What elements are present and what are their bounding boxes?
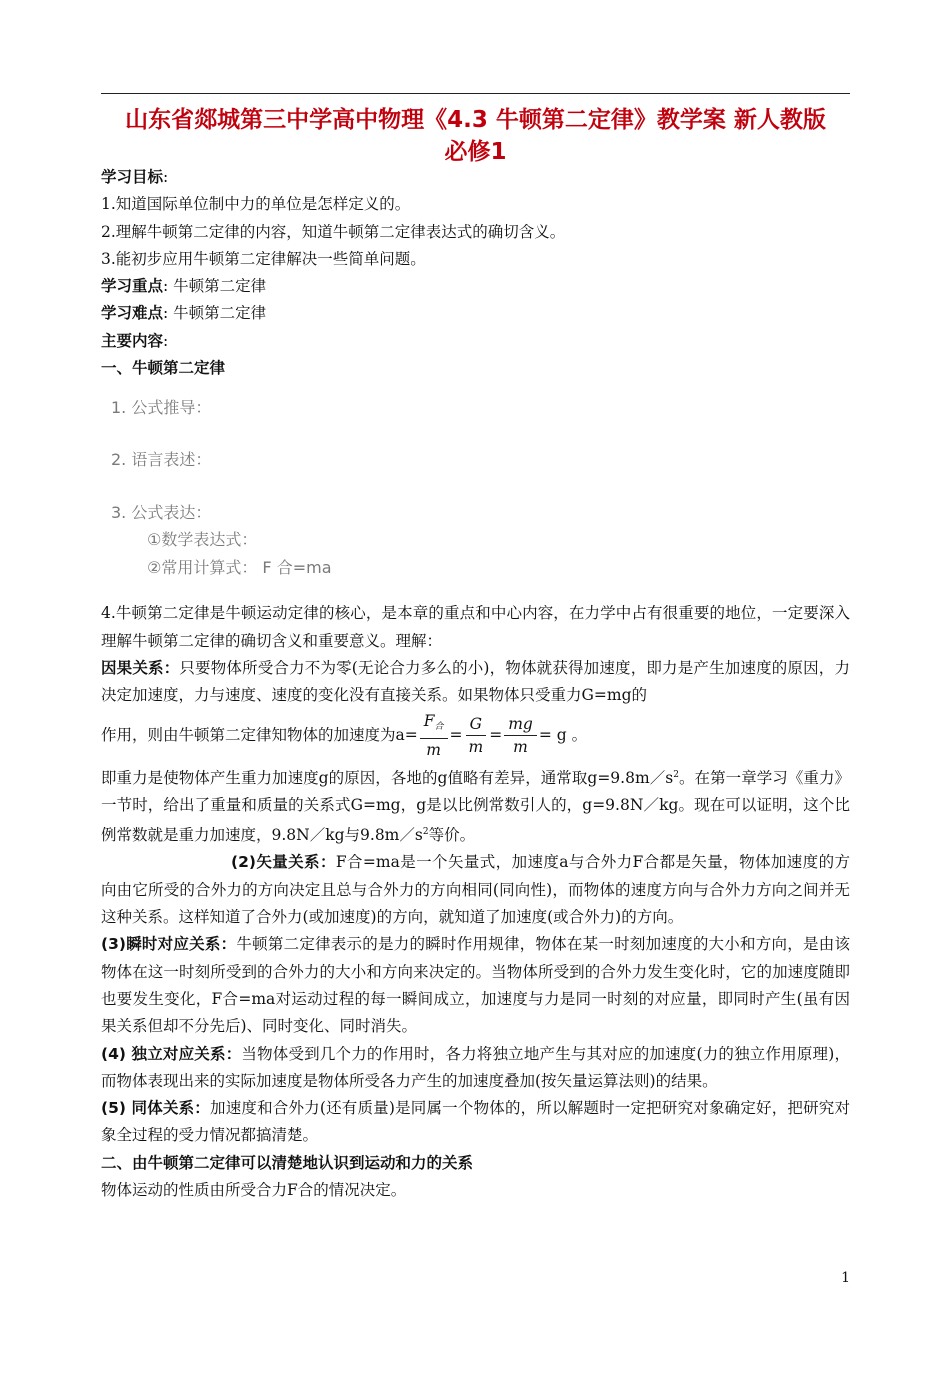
goals-heading: 学习目标: bbox=[101, 168, 169, 186]
section-1-heading: 一、牛顿第二定律 bbox=[101, 359, 226, 378]
goal-item: 2.理解牛顿第二定律的内容，知道牛顿第二定律表达式的确切含义。 bbox=[101, 222, 566, 241]
formula-expression-item: 3. 公式表达： bbox=[111, 503, 212, 523]
section-2-text: 物体运动的性质由所受合力F合的情况决定。 bbox=[101, 1181, 407, 1200]
header-rule bbox=[101, 93, 850, 94]
same-body-paragraph: (5) 同体关系：加速度和合外力(还有质量)是同属一个物体的，所以解题时一定把研究对象确定好，把研究对象全过程的受力情况都搞清楚。 bbox=[101, 1099, 850, 1145]
vector-paragraph: (2)矢量关系：F合=ma是一个矢量式，加速度a与合外力F合都是矢量，物体加速度的方向由它所受的合外力的方向决定且总与合外力的方向相同(同向性)，而物体的速度方向与合外力方向之间并无这种关系。这样知道了合外力(或加速度)的方向，就知道了加速度(或合外力)的方向。 bbox=[101, 853, 850, 927]
acceleration-formula-line: 作用，则由牛顿第二定律知物体的加速度为a= $\frac{F_合}{m}$ = $\frac{G}{m}$ = $\frac{mg}{m}$ = g 。 bbox=[101, 712, 588, 760]
document-title bbox=[101, 104, 850, 168]
common-formula-item: ②常用计算式： F 合=ma bbox=[147, 558, 332, 578]
section-2-heading: 二、由牛顿第二定律可以清楚地认识到运动和力的关系 bbox=[101, 1153, 474, 1172]
key-point: 学习重点: 牛顿第二定律 bbox=[101, 277, 267, 296]
gravity-paragraph: 即重力是使物体产生重力加速度g的原因，各地的g值略有差异，通常取$g=9.8m/s^2$。在第一章学习《重力》一节时，给出了重量和质量的关系式G=mg，g是以比例常数引人的，g=9.8N／kg。现在可以证明，这个比例常数就是重力加速度，9.8N／kg与$9.8m/s^2$等价。 bbox=[101, 768, 850, 845]
instant-paragraph: (3)瞬时对应关系：牛顿第二定律表示的是力的瞬时作用规律，物体在某一时刻加速度的大小和方向，是由该物体在这一时刻所受到的合外力的大小和方向来决定的。当物体所受到的合外力发生变化时，它的加速度随即也要发生变化，F合=ma对运动过程的每一瞬间成立，加速度与力是同一时刻的对应量，即同时产生(虽有因果关系但却不分先后)、同时变化、同时消失。 bbox=[101, 935, 850, 1036]
item-4-paragraph: 4.牛顿第二定律是牛顿运动定律的核心，是本章的重点和中心内容，在力学中占有很重要的地位，一定要深入理解牛顿第二定律的确切含义和重要意义。理解： bbox=[101, 604, 850, 650]
fraction-g-over-m: $\frac{G}{m}$ bbox=[465, 713, 488, 758]
causal-paragraph: 因果关系：只要物体所受合力不为零(无论合力多么的小)，物体就获得加速度，即力是产生加速度的原因，力决定加速度，力与速度、速度的变化没有直接关系。如果物体只受重力G=mg的 bbox=[101, 658, 850, 705]
formula-derivation-item: 1. 公式推导： bbox=[111, 398, 212, 418]
main-content-heading: 主要内容: bbox=[101, 331, 169, 350]
title-line-2: 必修1 bbox=[444, 139, 507, 165]
embedded-formula-image bbox=[101, 382, 850, 600]
fraction-f-over-m: $\frac{F_合}{m}$ bbox=[420, 710, 448, 761]
document-body bbox=[101, 164, 850, 1204]
fraction-mg-over-m: $\frac{mg}{m}$ bbox=[504, 713, 537, 758]
math-expression-item: ①数学表达式： bbox=[147, 530, 258, 550]
title-line-1: 山东省郯城第三中学高中物理《4.3 牛顿第二定律》教学案 新人教版 bbox=[125, 107, 826, 133]
goal-item: 3.能初步应用牛顿第二定律解决一些简单问题。 bbox=[101, 249, 426, 268]
goal-item: 1.知道国际单位制中力的单位是怎样定义的。 bbox=[101, 195, 411, 214]
difficulty: 学习难点: 牛顿第二定律 bbox=[101, 304, 267, 323]
independent-paragraph: (4) 独立对应关系：当物体受到几个力的作用时，各力将独立地产生与其对应的加速度(力的独立作用原理)，而物体表现出来的实际加速度是物体所受各力产生的加速度叠加(按矢量运算法则)的结果。 bbox=[101, 1044, 850, 1090]
page-number: 1 bbox=[841, 1270, 850, 1286]
verbal-statement-item: 2. 语言表述： bbox=[111, 450, 212, 470]
